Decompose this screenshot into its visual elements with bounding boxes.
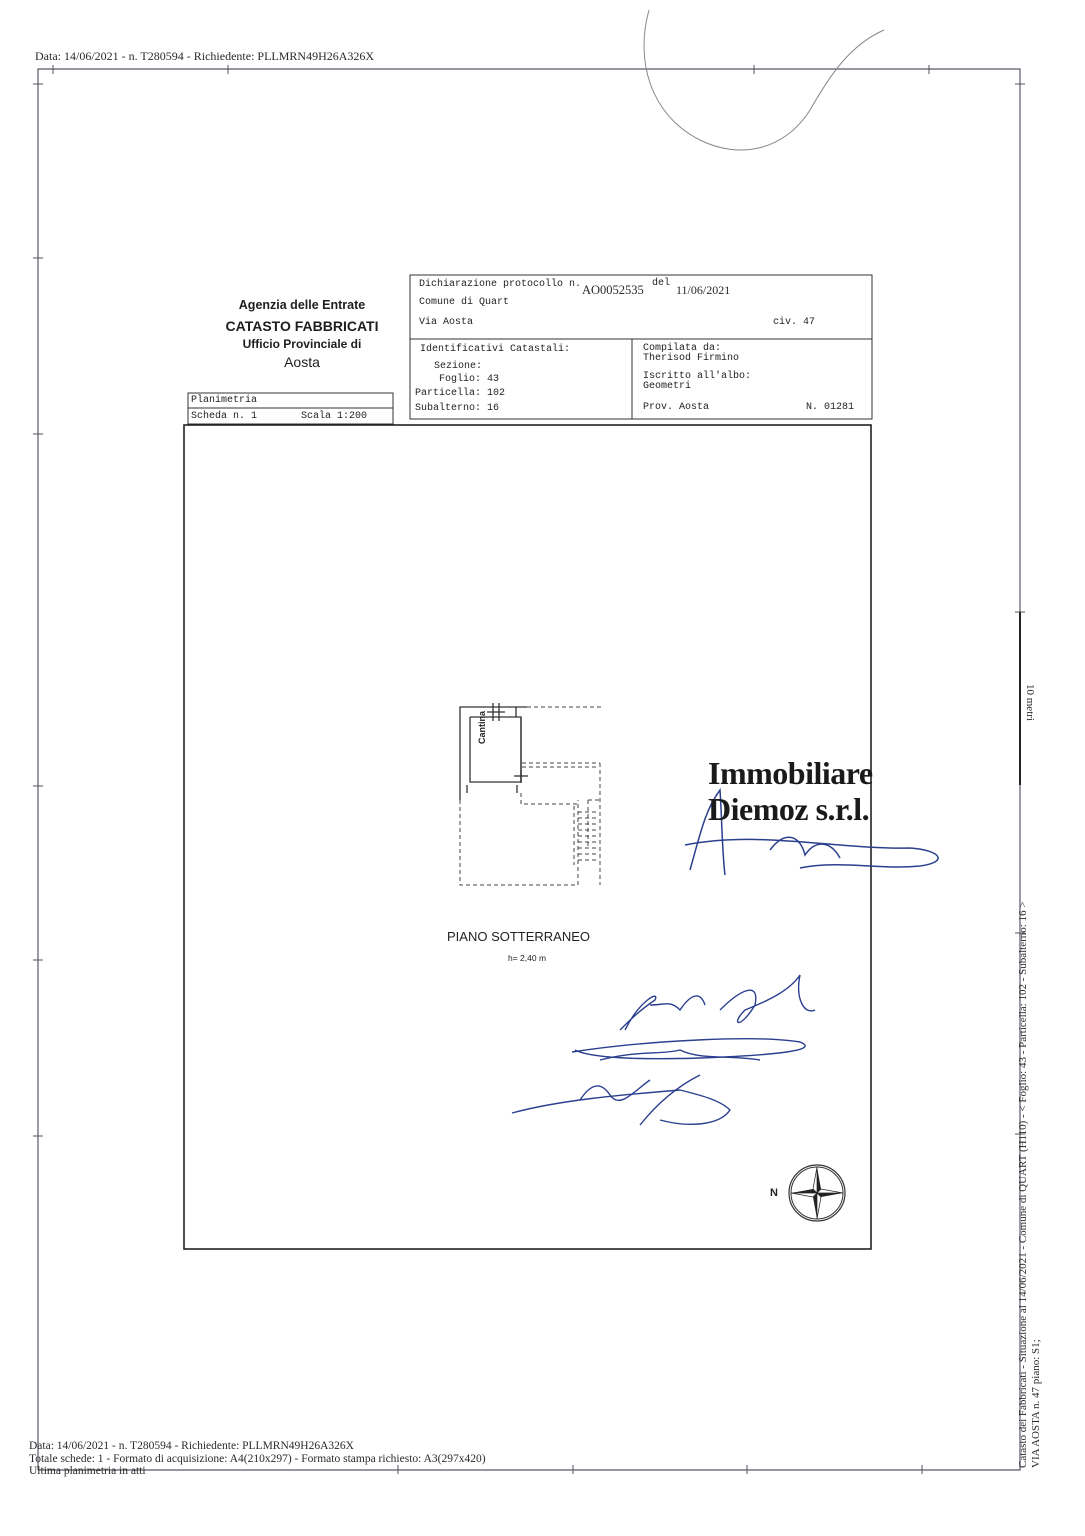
drawing-frame	[184, 425, 871, 1249]
sheet-title: Planimetria	[191, 395, 258, 406]
north-arrow-icon	[789, 1165, 845, 1221]
footer-block	[29, 1440, 486, 1478]
agency-department: CATASTO FABBRICATI	[225, 318, 379, 334]
protocol-date: 11/06/2021	[676, 283, 731, 297]
scale-bar-label: 10 metri	[1024, 684, 1036, 721]
sheet-scale: Scala 1:200	[301, 411, 368, 422]
identifier-sezione: Sezione:	[434, 361, 483, 372]
signature-main-ink	[512, 975, 815, 1125]
agency-province: Aosta	[284, 354, 320, 370]
albo-value: Geometri	[643, 381, 692, 392]
floor-plan	[460, 703, 528, 800]
compiler-province: Prov. Aosta	[643, 402, 710, 413]
frame-ticks	[33, 65, 1025, 1474]
civic-number: civ. 47	[773, 317, 816, 328]
agency-office: Ufficio Provinciale di	[242, 337, 362, 351]
footer-last-plan-line: Ultima planimetria in atti	[29, 1465, 146, 1477]
side-note-line-1: Catasto dei Fabbricati - Situazione al 14/06/2021 - Comune di QUART (H110) - < Foglio: 43 - Particella: 102 - Subalterno: 16 >	[1017, 901, 1029, 1468]
identifier-particella: Particella: 102	[415, 388, 506, 399]
north-label: N	[770, 1187, 778, 1199]
height-label: h= 2,40 m	[508, 953, 547, 963]
comune: Comune di Quart	[419, 297, 510, 308]
identifiers-title: Identificativi Catastali:	[420, 344, 571, 355]
compiler-number: N. 01281	[806, 402, 855, 413]
compiler-name: Therisod Firmino	[643, 353, 740, 364]
stamp-line-2: Diemoz s.r.l.	[708, 791, 870, 827]
footer-format-line: Totale schede: 1 - Formato di acquisizione: A4(210x297) - Formato stampa richiesto: A3(297x420)	[29, 1452, 486, 1465]
side-note-line-2: VIA AOSTA n. 47 piano: S1;	[1030, 1339, 1042, 1468]
company-stamp	[708, 755, 873, 827]
top-request-line: Data: 14/06/2021 - n. T280594 - Richiedente: PLLMRN49H26A326X	[35, 49, 375, 63]
identifier-foglio: Foglio: 43	[439, 374, 500, 385]
stamp-line-1: Immobiliare	[708, 755, 873, 791]
pencil-arc	[644, 10, 884, 150]
agency-name: Agenzia delle Entrate	[238, 298, 366, 312]
side-situation-note	[1017, 901, 1043, 1468]
footer-request-line: Data: 14/06/2021 - n. T280594 - Richiedente: PLLMRN49H26A326X	[29, 1440, 354, 1452]
floor-label: PIANO SOTTERRANEO	[447, 929, 591, 944]
address: Via Aosta	[419, 317, 474, 328]
protocol-label: Dichiarazione protocollo n.	[419, 279, 582, 290]
protocol-number: AO0052535	[582, 283, 644, 297]
date-label: del	[652, 278, 671, 289]
identifier-subalterno: Subalterno: 16	[415, 403, 500, 414]
room-label-cantina: Cantina	[477, 710, 487, 744]
albo-label: Iscritto all'albo:	[643, 371, 752, 382]
sheet-number: Scheda n. 1	[191, 411, 258, 422]
compiler-label: Compilata da:	[643, 343, 722, 354]
